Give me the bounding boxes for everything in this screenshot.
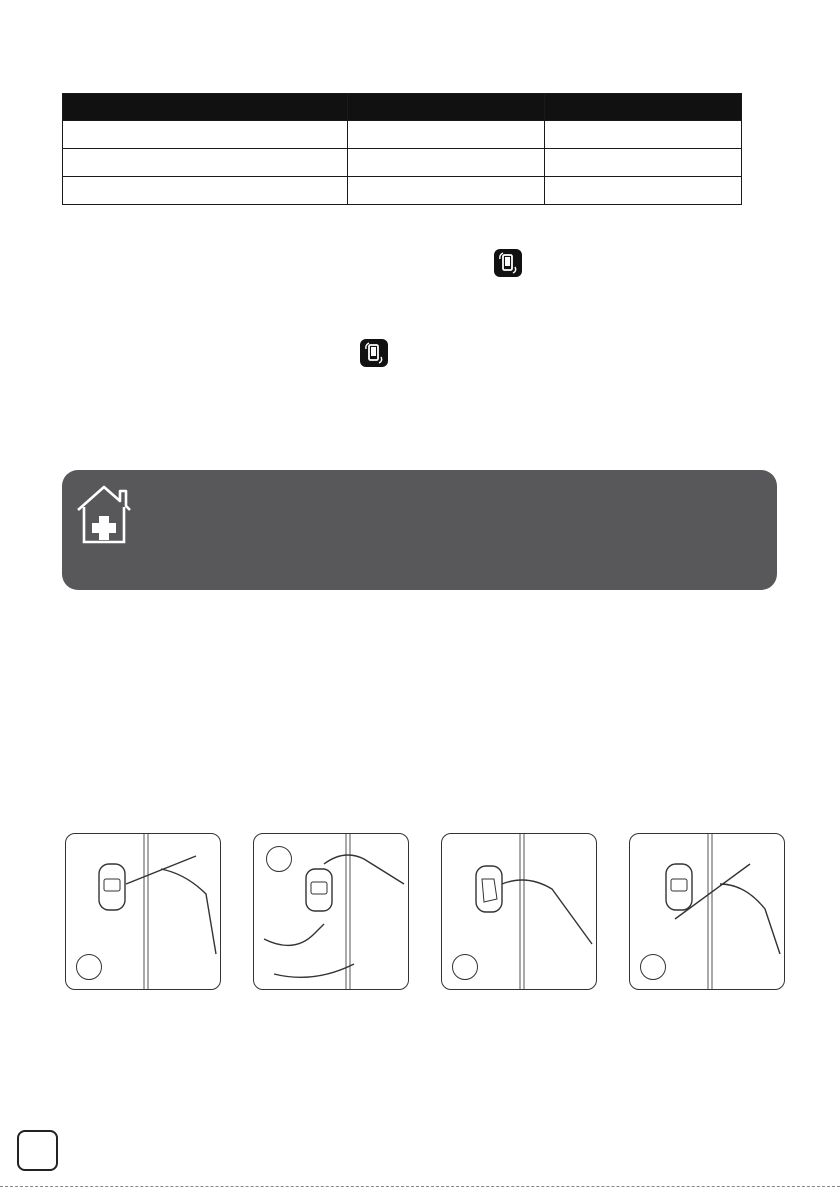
table-header-cell [348, 94, 545, 121]
table-cell [545, 177, 742, 205]
illustration-panel-1 [65, 833, 221, 990]
table-cell [63, 121, 348, 149]
phone-rotate-icon [494, 249, 522, 277]
step-number-badge [452, 954, 478, 980]
table-cell [348, 121, 545, 149]
table-cell [348, 177, 545, 205]
table-cell [348, 149, 545, 177]
step-number-badge [640, 954, 666, 980]
info-banner [62, 470, 777, 590]
page-number-box [17, 1130, 58, 1171]
step-number-badge [266, 846, 292, 872]
phone-rotate-icon [360, 339, 388, 367]
table-header-cell [545, 94, 742, 121]
table-row [63, 149, 742, 177]
illustration-panel-2 [253, 833, 409, 990]
illustration-panel-3 [441, 833, 597, 990]
table-row [63, 121, 742, 149]
table-cell [545, 121, 742, 149]
table-cell [63, 149, 348, 177]
spec-table [62, 93, 742, 205]
illustration-panel-4 [629, 833, 785, 990]
step-number-badge [76, 954, 102, 980]
table-cell [63, 177, 348, 205]
table-row [63, 177, 742, 205]
bottom-divider [0, 1186, 840, 1187]
house-medical-cross-icon [72, 480, 136, 544]
table-header-cell [63, 94, 348, 121]
table-cell [545, 149, 742, 177]
table-header-row [63, 94, 742, 121]
